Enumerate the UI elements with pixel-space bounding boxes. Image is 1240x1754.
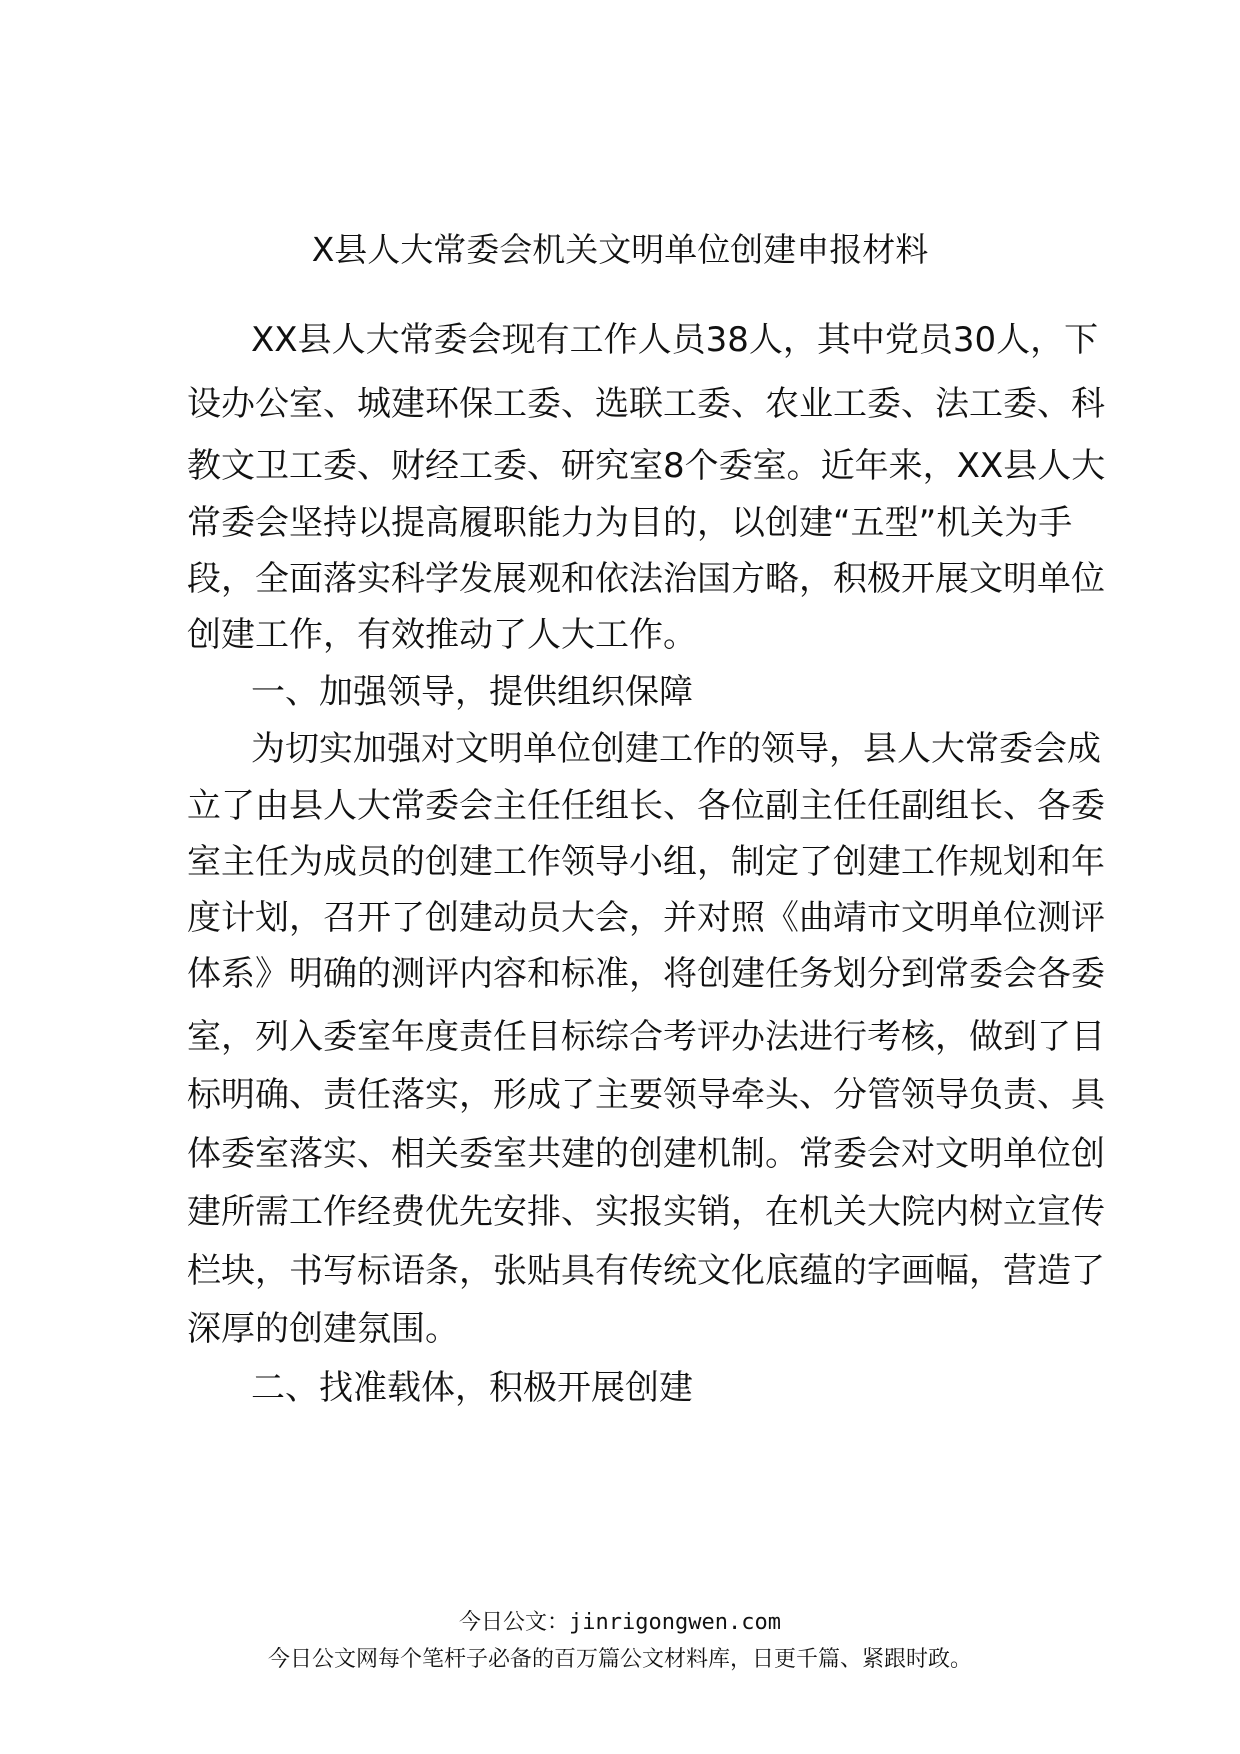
paragraph-line: 段，全面落实科学发展观和依法治国方略，积极开展文明单位 [187,559,1105,599]
paragraph-line: 室，列入委室年度责任目标综合考评办法进行考核，做到了目 [187,1017,1105,1057]
paragraph-line: 立了由县人大常委会主任任组长、各位副主任任副组长、各委 [187,786,1105,826]
footer-site-label: 今日公文： [459,1610,570,1635]
paragraph-line: 深厚的创建氛围。 [187,1309,459,1349]
paragraph-line: 室主任为成员的创建工作领导小组，制定了创建工作规划和年 [187,842,1105,882]
paragraph-line: 度计划，召开了创建动员大会，并对照《曲靖市文明单位测评 [187,898,1105,938]
section-heading: 一、加强领导，提供组织保障 [251,672,693,712]
paragraph-line: 设办公室、城建环保工委、选联工委、农业工委、法工委、科 [187,384,1105,424]
footer-site-url[interactable]: jinrigongwen.com [569,1610,781,1635]
paragraph-line: 创建工作，有效推动了人大工作。 [187,615,697,655]
paragraph-line: 体委室落实、相关委室共建的创建机制。常委会对文明单位创 [187,1134,1105,1174]
paragraph-line: 标明确、责任落实，形成了主要领导牵头、分管领导负责、具 [187,1075,1105,1115]
paragraph-line: 栏块，书写标语条，张贴具有传统文化底蕴的字画幅，营造了 [187,1251,1105,1291]
footer-slogan: 今日公文网每个笔杆子必备的百万篇公文材料库，日更千篇、紧跟时政。 [267,1647,972,1672]
footer-site-line [0,1608,1240,1638]
paragraph-line: 教文卫工委、财经工委、研究室8个委室。近年来，XX县人大 [187,446,1106,486]
paragraph-line: 建所需工作经费优先安排、实报实销，在机关大院内树立宣传 [187,1192,1105,1232]
paragraph-line: 常委会坚持以提高履职能力为目的，以创建“五型”机关为手 [187,503,1073,543]
section-heading: 二、找准载体，积极开展创建 [251,1368,693,1408]
paragraph-line: 体系》明确的测评内容和标准，将创建任务划分到常委会各委 [187,954,1105,994]
paragraph-line: XX县人大常委会现有工作人员38人，其中党员30人，下 [251,320,1099,360]
document-title: X县人大常委会机关文明单位创建申报材料 [311,230,929,269]
paragraph-line: 为切实加强对文明单位创建工作的领导，县人大常委会成 [251,729,1101,769]
